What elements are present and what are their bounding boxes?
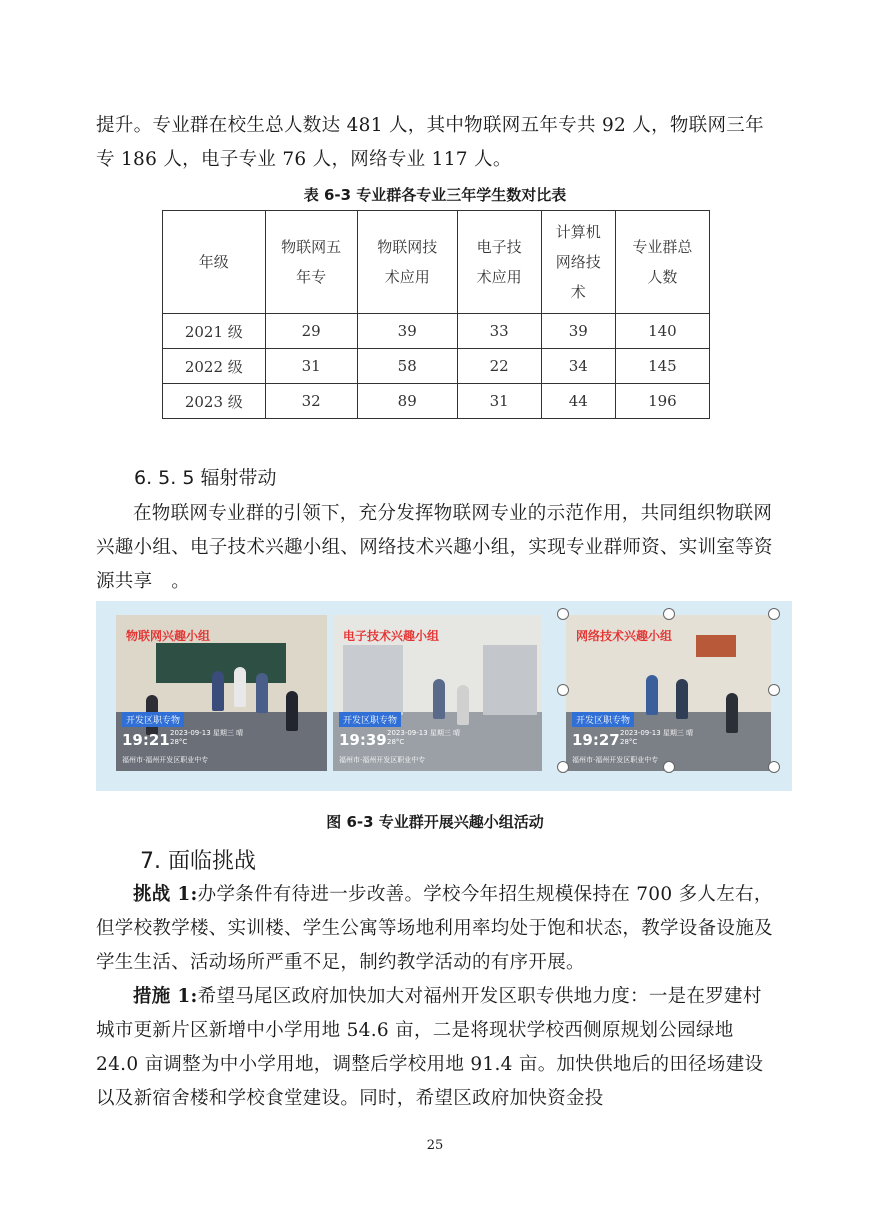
table-cell: 22 — [457, 349, 541, 384]
photo-tag: 电子技术兴趣小组 — [343, 629, 440, 643]
photo-meta: 2023-09-13 星期三 晴 28°C — [387, 729, 461, 746]
table-cell: 31 — [457, 384, 541, 419]
resize-handle-bottom-right[interactable] — [768, 761, 780, 773]
photo-address: 福州市·福州开发区职业中专 — [339, 756, 426, 764]
photo-tag: 网络技术兴趣小组 — [576, 629, 673, 643]
table-cell: 2021 级 — [163, 314, 266, 349]
table-cell: 33 — [457, 314, 541, 349]
table-cell: 44 — [541, 384, 615, 419]
table-cell: 196 — [615, 384, 709, 419]
resize-handle-top-left[interactable] — [557, 608, 569, 620]
header-total: 专业群总人数 — [615, 211, 709, 314]
resize-handle-top[interactable] — [663, 608, 675, 620]
figure-photo-strip — [96, 601, 792, 791]
table-cell: 32 — [265, 384, 357, 419]
table-cell: 39 — [541, 314, 615, 349]
table-cell: 34 — [541, 349, 615, 384]
table-cell: 140 — [615, 314, 709, 349]
challenge-label: 挑战 1: — [133, 884, 198, 905]
measure-text: 希望马尾区政府加快加大对福州开发区职专供地力度：一是在罗建村城市更新片区新增中小学用地 54.6 亩，二是将现状学校西侧原规划公园绿地 24.0 亩调整为中小学用地，调整后学校用地 91.4 亩。加快供地后的田径场建设以及新宿舍楼和学校食堂建设。同时，希望区政府加快资金投 — [96, 986, 764, 1109]
student-count-table — [162, 210, 710, 419]
header-electronics: 电子技术应用 — [457, 211, 541, 314]
photo-electronics-group — [333, 615, 542, 771]
photo-time: 19:39 — [339, 731, 387, 749]
table-caption: 表 6-3 专业群各专业三年学生数对比表 — [303, 186, 567, 204]
resize-handle-right[interactable] — [768, 684, 780, 696]
section-heading-radiation: 6. 5. 5 辐射带动 — [134, 467, 277, 489]
section-heading-challenges: 7. 面临挑战 — [140, 849, 256, 874]
challenge-text: 办学条件有待进一步改善。学校今年招生规模保持在 700 多人左右，但学校教学楼、实训楼、学生公寓等场地利用率均处于饱和状态，教学设备设施及学生生活、活动场所严重不足，制约教学活动的有序开展。 — [96, 884, 773, 973]
table-row — [163, 314, 710, 349]
photo-network-group[interactable] — [566, 615, 771, 771]
radiation-paragraph: 在物联网专业群的引领下，充分发挥物联网专业的示范作用，共同组织物联网兴趣小组、电子技术兴趣小组、网络技术兴趣小组，实现专业群师资、实训室等资源共享 。 — [96, 503, 773, 592]
table-cell: 2022 级 — [163, 349, 266, 384]
table-cell: 31 — [265, 349, 357, 384]
photo-iot-group — [116, 615, 327, 771]
photo-meta: 2023-09-13 星期三 晴 28°C — [620, 729, 694, 746]
photo-time: 19:21 — [122, 731, 170, 749]
challenge-paragraph — [96, 878, 776, 980]
table-cell: 2023 级 — [163, 384, 266, 419]
figure-caption: 图 6-3 专业群开展兴趣小组活动 — [326, 813, 544, 831]
table-cell: 58 — [357, 349, 457, 384]
resize-handle-left[interactable] — [557, 684, 569, 696]
photo-time: 19:27 — [572, 731, 620, 749]
resize-handle-top-right[interactable] — [768, 608, 780, 620]
resize-handle-bottom[interactable] — [663, 761, 675, 773]
header-iot-tech: 物联网技术应用 — [357, 211, 457, 314]
measure-label: 措施 1: — [133, 986, 198, 1007]
page-number: 25 — [426, 1138, 444, 1153]
table-cell: 145 — [615, 349, 709, 384]
table-row — [163, 349, 710, 384]
header-network: 计算机网络技术 — [541, 211, 615, 314]
photo-place-badge: 开发区职专物 — [339, 712, 401, 727]
measure-paragraph — [96, 980, 776, 1116]
intro-paragraph: 提升。专业群在校生总人数达 481 人，其中物联网五年专共 92 人，物联网三年专 186 人，电子专业 76 人，网络专业 117 人。 — [96, 115, 764, 170]
table-cell: 89 — [357, 384, 457, 419]
header-grade: 年级 — [163, 211, 266, 314]
table-cell: 39 — [357, 314, 457, 349]
photo-meta: 2023-09-13 星期三 晴 28°C — [170, 729, 244, 746]
photo-tag: 物联网兴趣小组 — [126, 629, 211, 643]
table-cell: 29 — [265, 314, 357, 349]
photo-place-badge: 开发区职专物 — [122, 712, 184, 727]
photo-place-badge: 开发区职专物 — [572, 712, 634, 727]
resize-handle-bottom-left[interactable] — [557, 761, 569, 773]
photo-address: 福州市·福州开发区职业中专 — [122, 756, 209, 764]
photo-address: 福州市·福州开发区职业中专 — [572, 756, 659, 764]
table-row — [163, 384, 710, 419]
header-iot-five-year: 物联网五年专 — [265, 211, 357, 314]
table-header-row — [163, 211, 710, 314]
